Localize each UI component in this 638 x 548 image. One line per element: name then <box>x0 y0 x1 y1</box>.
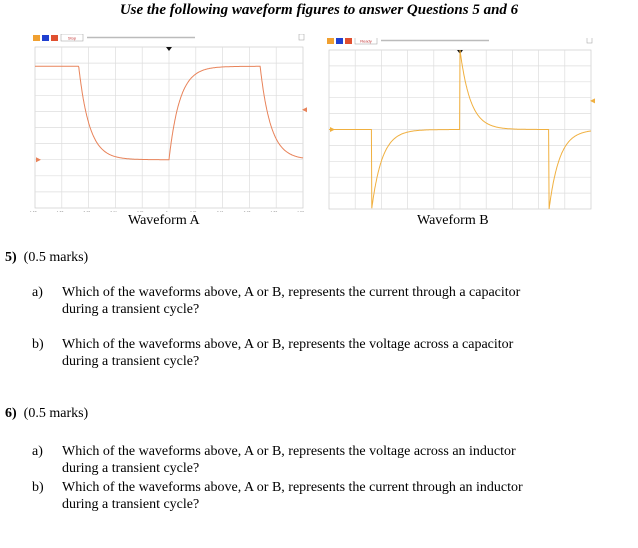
time-tick-label <box>136 211 149 212</box>
marks: (0.5 marks) <box>23 406 89 421</box>
window-button <box>587 38 592 43</box>
waveform-b-caption: Waveform B <box>417 213 489 228</box>
question-number: 6) <box>5 406 17 421</box>
line: Which of the waveforms above, A or B, represents the current through an inductor <box>62 480 523 495</box>
page-title: Use the following waveform figures to answer Questions 5 and 6 <box>119 2 519 18</box>
line: Which of the waveforms above, A or B, represents the voltage across an inductor <box>62 444 516 459</box>
question-5-header <box>5 249 88 266</box>
waveform-a-scope <box>30 34 320 212</box>
toolbar-channel-button <box>51 35 58 41</box>
time-tick-label <box>297 211 309 212</box>
line: Which of the waveforms above, A or B, represents the current through a capacitor <box>62 285 521 300</box>
question-number: 5) <box>5 250 17 265</box>
question-5b-text <box>62 336 513 370</box>
status-text: Ready <box>360 38 372 44</box>
status-text: Stop <box>67 35 77 41</box>
waveform-b-scope <box>325 38 615 212</box>
time-tick-label <box>244 211 256 212</box>
line: during a transient cycle? <box>62 354 200 369</box>
question-6-header <box>5 405 88 422</box>
question-6a <box>32 443 43 460</box>
toolbar-channel-button <box>345 38 352 44</box>
label: a) <box>32 285 43 300</box>
question-5b <box>32 336 44 353</box>
toolbar-channel-button <box>336 38 343 44</box>
label: a) <box>32 444 43 459</box>
time-tick-label <box>30 211 42 212</box>
time-tick-label <box>190 211 202 212</box>
waveform-a-caption: Waveform A <box>128 213 200 228</box>
line: during a transient cycle? <box>62 497 200 512</box>
label: b) <box>32 337 44 352</box>
question-6a-text <box>62 443 516 477</box>
toolbar-channel-button <box>42 35 49 41</box>
window-button <box>299 34 304 40</box>
question-6b <box>32 479 44 496</box>
time-tick-label <box>270 211 282 212</box>
line: during a transient cycle? <box>62 302 200 317</box>
time-tick-label <box>217 211 229 212</box>
toolbar-channel-button <box>327 38 334 44</box>
marks: (0.5 marks) <box>23 250 89 265</box>
line: Which of the waveforms above, A or B, represents the voltage across a capacitor <box>62 337 514 352</box>
question-5a <box>32 284 43 301</box>
question-6b-text <box>62 479 523 513</box>
label: b) <box>32 480 44 495</box>
time-tick-label <box>166 211 173 212</box>
line: during a transient cycle? <box>62 461 200 476</box>
toolbar-channel-button <box>33 35 40 41</box>
question-5a-text <box>62 284 520 318</box>
time-tick-label <box>55 211 68 212</box>
time-tick-label <box>82 211 95 212</box>
time-tick-label <box>109 211 122 212</box>
